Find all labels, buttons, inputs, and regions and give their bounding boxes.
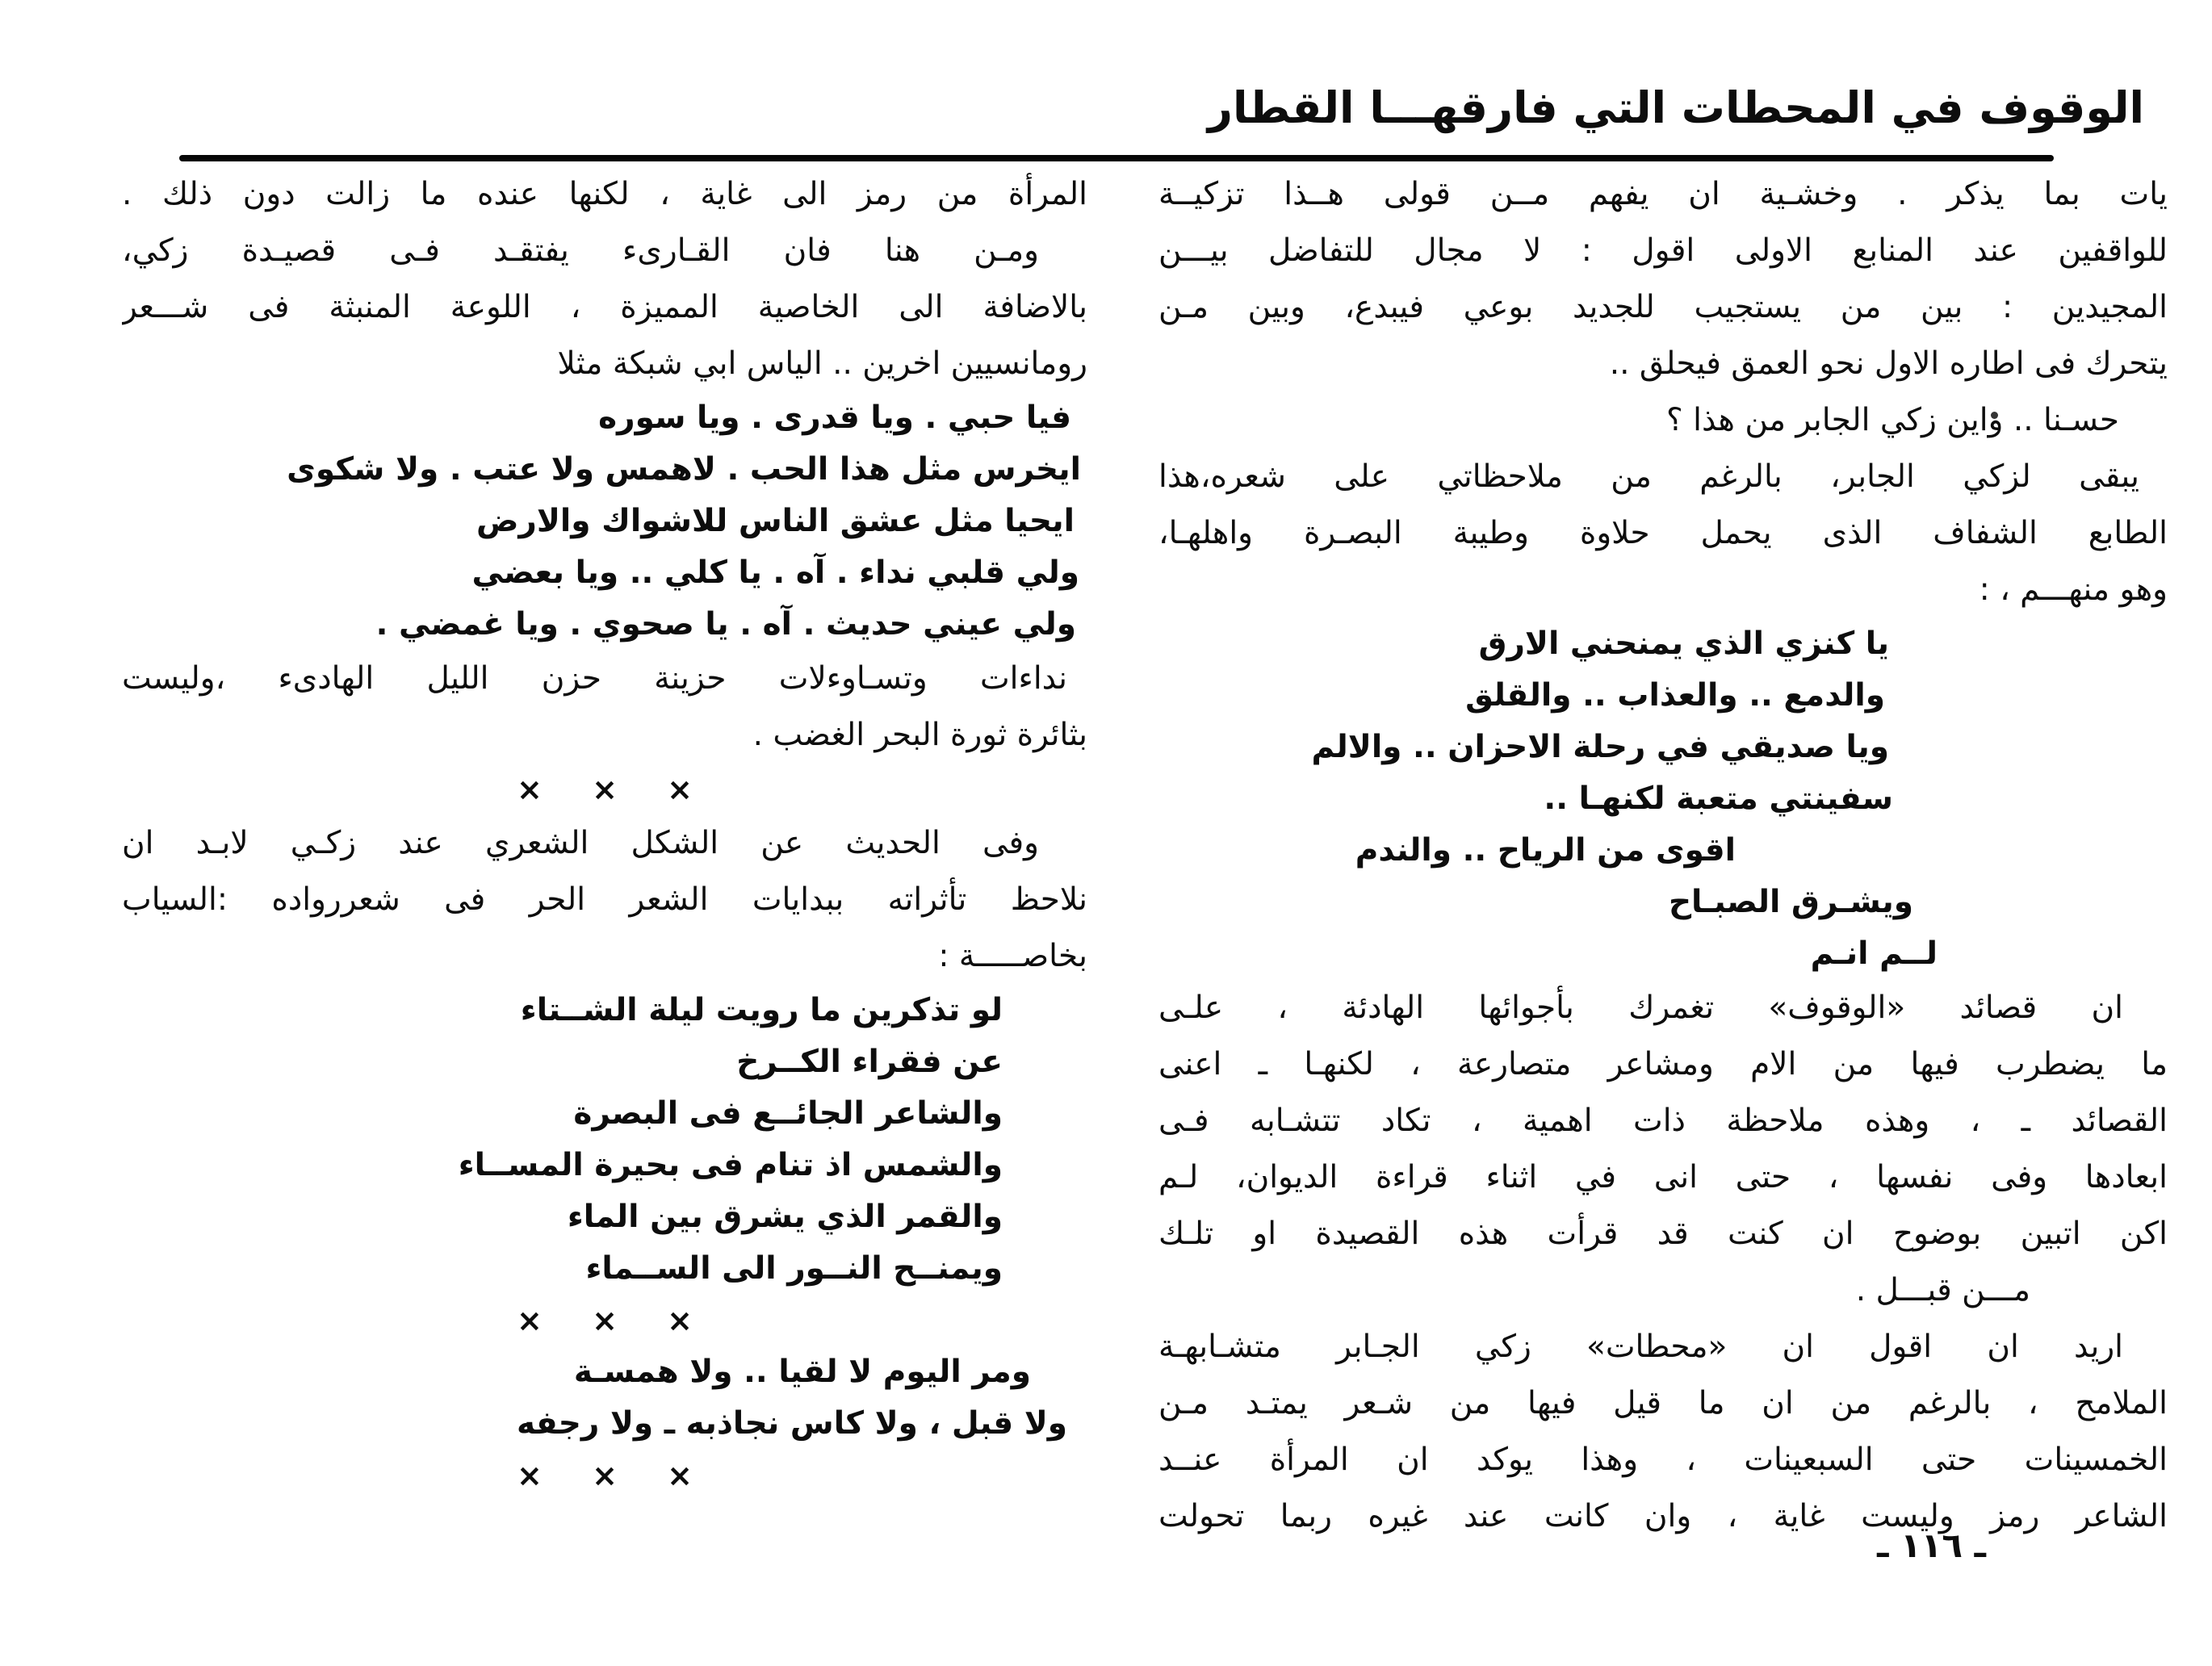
text-line: يتحرك فى اطاره الاول نحو العمق فيحلق .. xyxy=(1609,345,2168,382)
text-line: الخمسينات حتى السبعينات ، وهذا يوكد ان المرأة عنــد xyxy=(1158,1442,2168,1478)
poem-line: فيا حبي . ويا قدرى . ويا سوره xyxy=(598,400,1071,436)
text-line: المجيدين : بين من يستجيب للجديد بوعي فيبدع، وبين مـن xyxy=(1158,289,2168,325)
text-line: القصائد ـ ، وهذه ملاحظة ذات اهمية ، تكاد تتشـابه فـى xyxy=(1158,1103,2168,1139)
text-line: ابعادها وفى نفسها ، حتى انى في اثناء قراءة الديوان، لـم xyxy=(1158,1159,2168,1195)
text-line: نداءات وتسـاوءلات حزينة حزن الليل الهادىء ،وليست xyxy=(122,660,1067,697)
poem-line: عن فقراء الكــرخ xyxy=(736,1044,1003,1080)
text-line: يبقى لزكي الجابر، بالرغم من ملاحظاتي على شعره،هذا xyxy=(1158,458,2139,495)
poem-block xyxy=(122,392,1087,651)
section-separator: × × × xyxy=(517,1303,693,1338)
poem-line: ويا صديقي في رحلة الاحزان .. والالم xyxy=(1311,729,1889,765)
poem-block xyxy=(122,985,1087,1295)
poem-line: لــم انـم xyxy=(1810,936,1938,972)
text-line: اريد ان اقول ان «محطات» زكي الجـابر متشـابهـة xyxy=(1158,1329,2123,1365)
text-line: للواقفين عند المنابع الاولى اقول : لا مجال للتفاضل بيـــن xyxy=(1158,232,2168,269)
section-separator: × × × xyxy=(517,772,693,807)
text-columns xyxy=(122,166,2168,1545)
poem-block xyxy=(122,1346,1087,1450)
poem-line: سفينتي متعبة لكنهـا .. xyxy=(1544,781,1893,817)
text-line: اكن اتبين بوضوح ان كنت قد قرأت هذه القصيدة او تلـك xyxy=(1158,1216,2168,1252)
text-line: رومانسيين اخرين .. الياس ابي شبكة مثلا xyxy=(557,345,1087,382)
poem-line: ايحيا مثل عشق الناس للاشواك والارض xyxy=(475,503,1075,539)
text-line: بثائرة ثورة البحر الغضب . xyxy=(752,717,1087,753)
poem-line: ولي قلبي نداء . آه . يا كلي .. ويا بعضي xyxy=(471,555,1079,591)
text-line: حسـنا .. واين زكي الجابر من هذا ؟ xyxy=(1666,402,2119,438)
text-line: ان قصائد «الوقوف» تغمرك بأجوائها الهادئة ، علـى xyxy=(1158,990,2123,1026)
left-column xyxy=(122,166,1087,1545)
header-rule xyxy=(179,155,2054,161)
right-column xyxy=(1158,166,2168,1545)
poem-line: ولي عيني حديث . آه . يا صحوي . ويا غمضي . xyxy=(375,606,1076,643)
page-number: ـ ١١٦ ـ xyxy=(1877,1526,1986,1565)
poem-line: لو تذكرين ما رويت ليلة الشــتاء xyxy=(520,992,1003,1028)
poem-line: والقمر الذي يشرق بين الماء xyxy=(567,1199,1003,1235)
poem-line: والشاعر الجائــع فى البصرة xyxy=(573,1095,1003,1132)
text-line: الطابع الشفاف الذى يحمل حلاوة وطيبة البصـرة واهلهـا، xyxy=(1158,515,2168,551)
section-separator: × × × xyxy=(517,1458,693,1493)
poem-line: ومر اليوم لا لقيا .. ولا همسـة xyxy=(573,1354,1031,1390)
text-line: بالاضافة الى الخاصية المميزة ، اللوعة المنبثة فى شـــعر xyxy=(122,289,1087,325)
poem-block xyxy=(1158,618,2168,980)
poem-line: والشمس اذ تنام فى بحيرة المســاء xyxy=(458,1147,1003,1183)
poem-line: ويشـرق الصبـاح xyxy=(1668,884,1913,920)
poem-line: يا كنزي الذي يمنحني الارق xyxy=(1478,626,1889,662)
text-line: يات بما يذكر . وخشـية ان يفهم مــن قولى هــذا تزكيــة xyxy=(1158,176,2168,212)
text-line: الملامح ، بالرغم من ان ما قيل فيها من شـعر يمتـد مـن xyxy=(1158,1385,2168,1421)
text-line: نلاحظ تأثراته ببدايات الشعر الحر فى شعررواده :السياب xyxy=(122,881,1087,918)
text-line: وهو منهـــم ، : xyxy=(1979,571,2168,608)
poem-line: ويمنــح النــور الى الســماء xyxy=(585,1250,1003,1287)
text-line: مـــن قبـــل . xyxy=(1855,1272,2030,1308)
text-line: وفى الحديث عن الشكل الشعري عند زكـي لابـد ان xyxy=(122,825,1039,861)
poem-line: ولا قبل ، ولا كاس نجاذبه ـ ولا رجفه xyxy=(516,1405,1067,1442)
poem-line: والدمع .. والعذاب .. والقلق xyxy=(1465,677,1885,714)
text-line: ما يضطرب فيها من الام ومشاعر متصارعة ، لكنهـا ـ اعنى xyxy=(1158,1046,2168,1082)
poem-line: اقوى من الرياح .. والندم xyxy=(1355,832,1736,869)
text-line: الشاعر رمز وليست غاية ، وان كانت عند غيره ربما تحولت xyxy=(1158,1498,2168,1534)
poem-line: ايخرس مثل هذا الحب . لاهمس ولا عتب . ولا شكوى xyxy=(287,451,1081,488)
text-line: ومـن هنا فان القـارىء يفتقـد فـى قصيـدة زكي، xyxy=(122,232,1039,269)
text-line: المرأة من رمز الى غاية ، لكنها عنده ما زالت دون ذلك . xyxy=(122,176,1087,212)
text-line: بخاصـــــة : xyxy=(938,938,1087,974)
page-header-title: الوقوف في المحطات التي فارقهـــا القطار xyxy=(1207,82,2144,133)
